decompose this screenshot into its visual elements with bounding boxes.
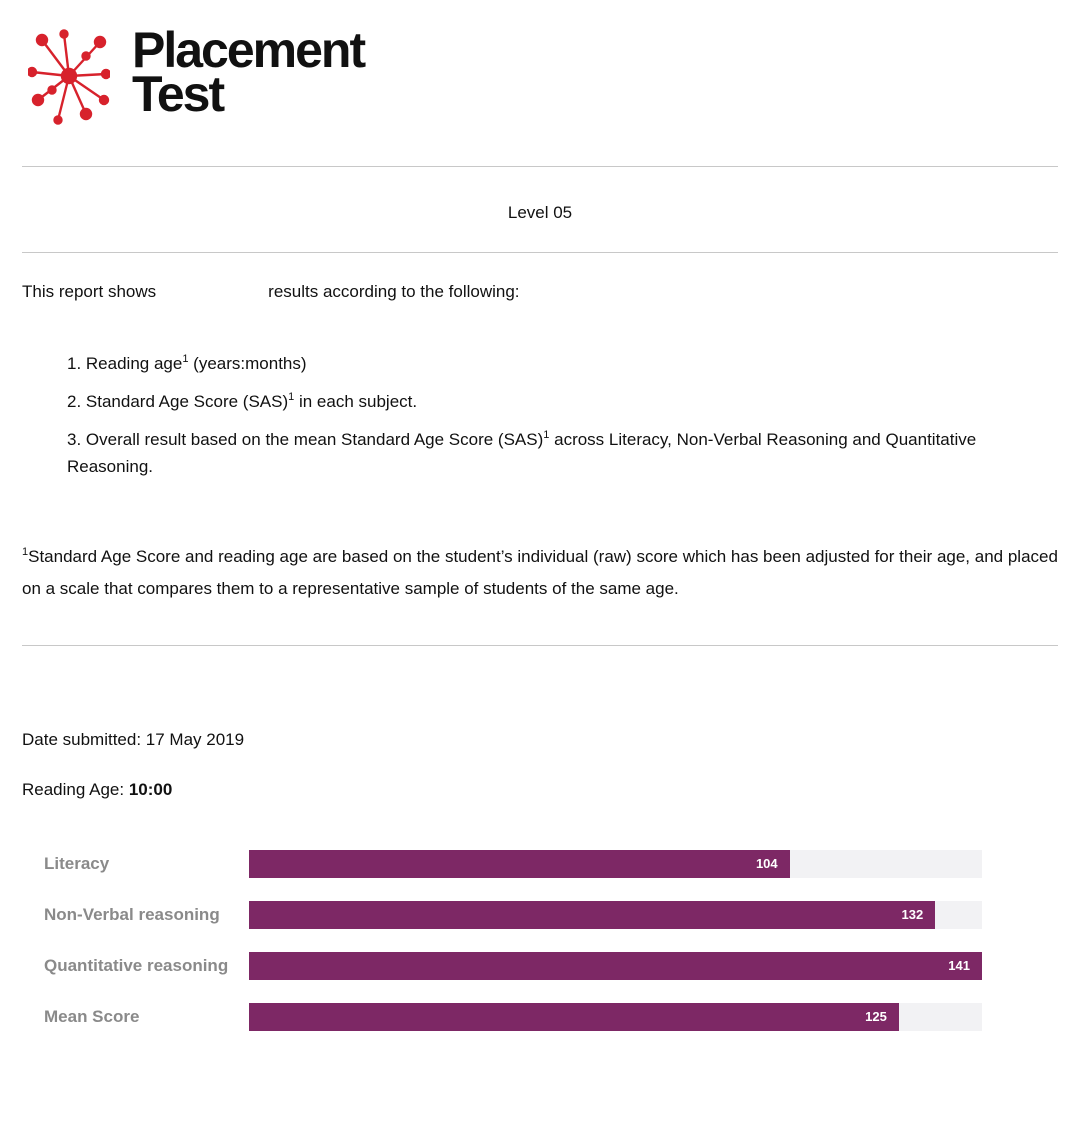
bar-track — [249, 850, 982, 878]
bar-value-label: 104 — [755, 856, 778, 871]
bar-row — [0, 1003, 1080, 1031]
bar — [249, 901, 935, 929]
bar — [249, 952, 982, 980]
logo — [28, 22, 408, 128]
score-bar-chart — [0, 838, 1080, 1058]
level-heading: Level 05 — [507, 203, 573, 222]
divider — [22, 166, 1058, 167]
bar-label: Literacy — [44, 854, 110, 873]
list-item: 2. Standard Age Score (SAS)$^1$ in each subject. — [67, 391, 418, 411]
bar-track — [249, 1003, 982, 1031]
report-criteria-list — [67, 350, 1027, 491]
logo-line-2: Test — [132, 66, 224, 122]
list-item: 3. Overall result based on the mean Standard Age Score (SAS)$^1$ across Literacy, Non-Verbal Reasoning and Quantitative Reasoning. — [67, 429, 977, 476]
bar-label: Non-Verbal reasoning — [44, 905, 220, 924]
bar-value-label: 125 — [865, 1009, 887, 1024]
divider — [22, 252, 1058, 253]
bar-value-label: 132 — [901, 907, 924, 922]
date-submitted: Date submitted: 17 May 2019 — [22, 730, 245, 749]
bar — [249, 850, 790, 878]
network-star-icon — [28, 28, 110, 128]
intro-text — [22, 282, 520, 302]
logo-line-1: Placement — [132, 22, 365, 78]
bar-label: Quantitative reasoning — [44, 956, 229, 975]
bar-row — [0, 952, 1080, 980]
reading-age: Reading Age: 10:00 — [22, 780, 173, 799]
list-item: 1. Reading age$^1$ (years:months) — [67, 353, 307, 373]
intro-after: results according to the following: — [268, 282, 520, 301]
bar-row — [0, 901, 1080, 929]
intro-before: This report shows — [22, 282, 157, 301]
bar — [249, 1003, 899, 1031]
reading-age-value: 10:00 — [128, 780, 173, 799]
bar-track — [249, 901, 982, 929]
divider — [22, 645, 1058, 646]
footnote: $^1$Standard Age Score and reading age are based on the student’s individual (raw) score which has been adjusted for their age, and placed on a scale that compares them to a representative sample of students of the same age. — [22, 546, 1058, 598]
logo-wordmark — [132, 22, 365, 122]
bar-value-label: 141 — [948, 958, 970, 973]
bar-label: Mean Score — [44, 1007, 140, 1026]
bar-row — [0, 850, 1080, 878]
bar-track — [249, 952, 982, 980]
